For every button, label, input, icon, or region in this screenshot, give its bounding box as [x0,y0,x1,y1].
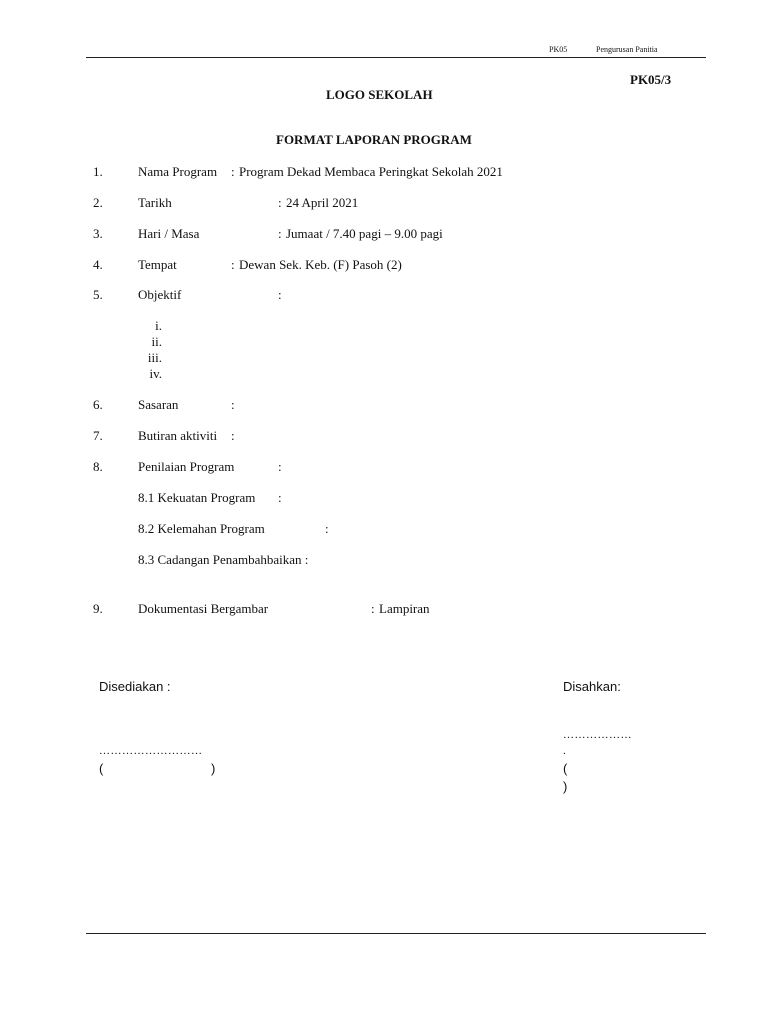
item-number: 8. [93,459,103,474]
footer-rule [86,933,706,934]
item-label: Hari / Masa [138,226,200,241]
item-label: Tempat [138,257,177,272]
item-separator: : [278,287,282,302]
prepared-by-label: Disediakan : [99,679,171,694]
item-number: 7. [93,428,103,443]
subitem-separator: : [278,490,282,505]
doc-code: PK05/3 [630,72,672,87]
item-separator: : [231,428,235,443]
approved-by-label: Disahkan: [563,679,621,694]
item-label: Butiran aktiviti [138,428,218,443]
item-number: 1. [93,164,103,179]
subitem-label: 8.3 Cadangan Penambahbaikan : [138,552,309,567]
item-separator: : [231,164,235,179]
subitem-label: 8.2 Kelemahan Program [138,521,265,536]
header-section: Pengurusan Panitia [596,45,658,54]
subitem-separator: : [325,521,329,536]
item-number: 6. [93,397,103,412]
item-separator: : [371,601,375,616]
approved-signature-line: ……………… [563,729,632,741]
item-separator: : [278,226,282,241]
item-value: Lampiran [379,601,430,616]
logo-placeholder: LOGO SEKOLAH [326,87,433,102]
header-code: PK05 [549,45,568,54]
header-rule [86,57,706,58]
item-label: Sasaran [138,397,179,412]
item-separator: : [231,397,235,412]
item-number: 2. [93,195,103,210]
item-label: Objektif [138,287,182,302]
item-separator: : [278,459,282,474]
prepared-name-close: ) [211,761,216,776]
approved-signature-dot: . [563,745,566,757]
item-label: Tarikh [138,195,172,210]
subitem-label: 8.1 Kekuatan Program [138,490,256,505]
page-title: FORMAT LAPORAN PROGRAM [276,132,472,147]
item-value: Dewan Sek. Keb. (F) Pasoh (2) [239,257,402,272]
prepared-signature-line: ……………………… [99,745,203,757]
item-label: Dokumentasi Bergambar [138,601,269,616]
item-number: 9. [93,601,103,616]
approved-name-open: ( [563,761,568,776]
item-value: Jumaat / 7.40 pagi – 9.00 pagi [286,226,443,241]
item-number: 3. [93,226,103,241]
item-value: 24 April 2021 [286,195,359,210]
item-number: 4. [93,257,103,272]
item-separator: : [278,195,282,210]
item-number: 5. [93,287,103,302]
objective-marker: ii. [151,334,162,349]
item-label: Penilaian Program [138,459,235,474]
approved-name-close: ) [563,779,568,794]
item-label: Nama Program [138,164,218,179]
item-value: Program Dekad Membaca Peringkat Sekolah 2021 [239,164,503,179]
objective-marker: i. [155,318,162,333]
prepared-name-open: ( [99,761,104,776]
item-separator: : [231,257,235,272]
objective-marker: iii. [147,350,162,365]
objective-marker: iv. [149,366,162,381]
